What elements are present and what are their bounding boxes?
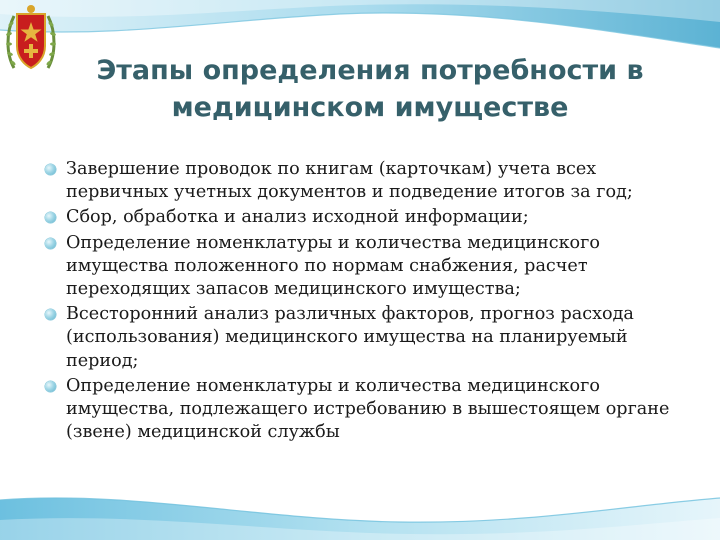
slide-title bbox=[60, 52, 680, 126]
bullet-item bbox=[44, 158, 694, 204]
bullet-item bbox=[44, 375, 694, 445]
slide-title-line-2: медицинском имуществе bbox=[171, 92, 569, 123]
bullet-text: Всесторонний анализ различных факторов, прогноз расхода (использования) медицинского имущества на планируемый период; bbox=[66, 304, 634, 371]
bullet-dot-icon bbox=[45, 212, 56, 223]
military-emblem-icon bbox=[4, 2, 58, 78]
bullet-list bbox=[44, 158, 694, 446]
bullet-text: Определение номенклатуры и количества медицинского имущества положенного по нормам снабжения, расчет переходящих запасов медицинского имущества; bbox=[66, 232, 600, 300]
slide-title-line-1: Этапы определения потребности в bbox=[96, 55, 644, 86]
bullet-item bbox=[44, 303, 694, 373]
bullet-dot-icon bbox=[45, 164, 56, 175]
bullet-item bbox=[44, 232, 694, 302]
bullet-dot-icon bbox=[45, 381, 56, 392]
bullet-text: Определение номенклатуры и количества медицинского имущества, подлежащего истребованию в вышестоящем органе (звене) медицинской службы bbox=[66, 375, 670, 443]
bullet-dot-icon bbox=[45, 309, 56, 320]
bullet-text: Сбор, обработка и анализ исходной информации; bbox=[66, 207, 529, 228]
bullet-text: Завершение проводок по книгам (карточкам) учета всех первичных учетных документов и подведение итогов за год; bbox=[66, 159, 633, 203]
bullet-item bbox=[44, 206, 694, 229]
bullet-dot-icon bbox=[45, 238, 56, 249]
